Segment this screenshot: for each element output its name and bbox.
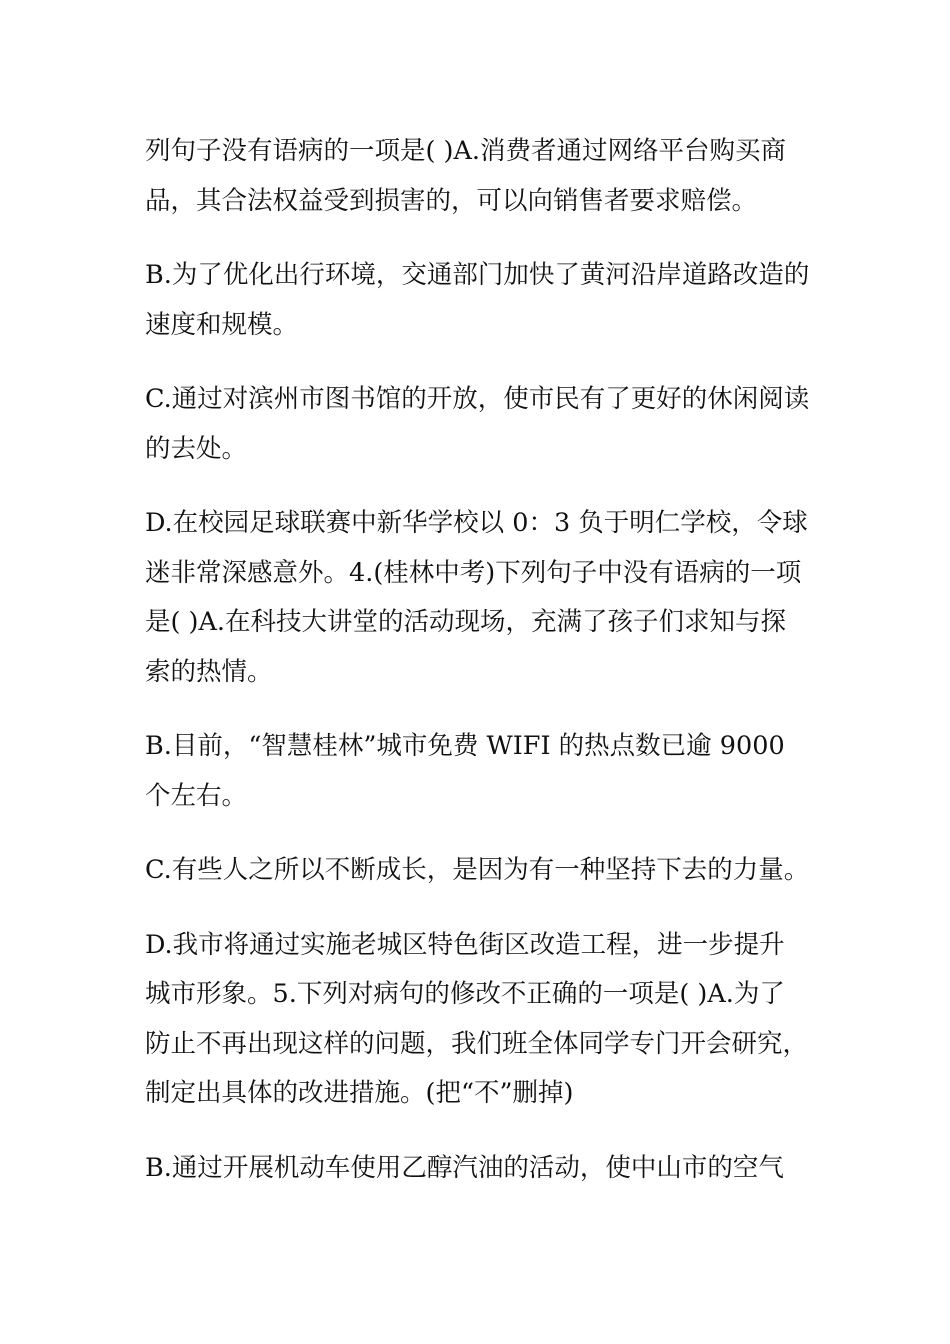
- paragraph-8: B.通过开展机动车使用乙醇汽油的活动，使中山市的空气: [145, 1152, 784, 1183]
- paragraph-5: B.目前，“智慧桂林”城市免费 WIFI 的热点数已逾 9000 个左右。: [145, 731, 785, 811]
- paragraph-2: B.为了优化出行环境，交通部门加快了黄河沿岸道路改造的速度和规模。: [145, 260, 810, 340]
- paragraph-3: C.通过对滨州市图书馆的开放，使市民有了更好的休闲阅读的去处。: [145, 384, 810, 464]
- paragraph-1: 列句子没有语病的一项是( )A.消费者通过网络平台购买商品，其合法权益受到损害的，可以向销售者要求赔偿。: [145, 136, 787, 216]
- paragraph-7: D.我市将通过实施老城区特色街区改造工程，进一步提升城市形象。5.下列对病句的修改不正确的一项是( )A.为了防止不再出现这样的问题，我们班全体同学专门开会研究，制定出具体的改进措施。(把“不”删掉): [145, 929, 809, 1108]
- document-body: [145, 127, 810, 1218]
- paragraph-6: C.有些人之所以不断成长，是因为有一种坚持下去的力量。: [145, 855, 810, 885]
- paragraph-4: D.在校园足球联赛中新华学校以 0：3 负于明仁学校，令球迷非常深感意外。4.(桂林中考)下列句子中没有语病的一项是( )A.在科技大讲堂的活动现场，充满了孩子们求知与探索的热情。: [145, 508, 808, 687]
